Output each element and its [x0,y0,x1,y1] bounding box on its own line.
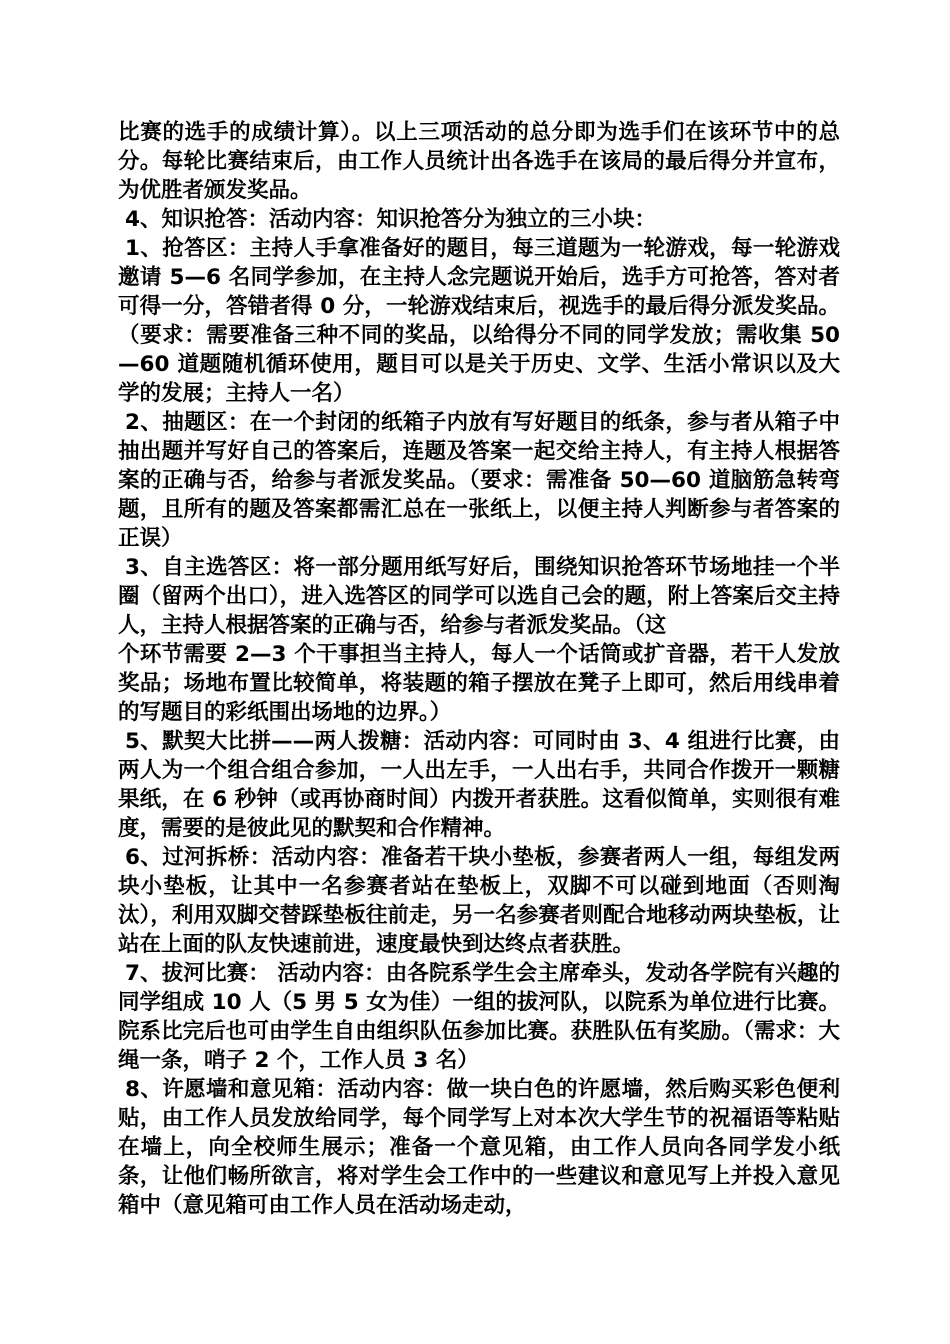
paragraph-score-summary: 比赛的选手的成绩计算）。以上三项活动的总分即为选手们在该环节中的总分。每轮比赛结束后，由工作人员统计出各选手在该局的最后得分并宣布，为优胜者颁发奖品。 [118,120,840,203]
document-page [118,118,840,1220]
paragraph-tacit-challenge: 5、默契大比拼——两人拨糖：活动内容：可同时由 3、4 组进行比赛，由两人为一个组合组合参加，一人出左手，一人出右手，共同合作拨开一颗糖果纸，在 6 秒钟（或再协商时间）内拨开者获胜。这看似简单，实则很有难度，需要的是彼此见的默契和合作精神。 [118,729,840,841]
paragraph-quick-answer-zone: 1、抢答区：主持人手拿准备好的题目，每三道题为一轮游戏，每一轮游戏邀请 5—6 名同学参加，在主持人念完题说开始后，选手方可抢答，答对者可得一分，答错者得 0 分，一轮游戏结束后，视选手的最后得分派发奖品。（要求：需要准备三种不同的奖品，以给得分不同的同学发放；需收集 50—60 道题随机循环使用，题目可以是关于历史、文学、生活小常识以及大学的发展；主持人一名） [118,236,840,406]
paragraph-cross-river: 6、过河拆桥：活动内容：准备若干块小垫板，参赛者两人一组，每组发两块小垫板，让其中一名参赛者站在垫板上，双脚不可以碰到地面（否则淘汰），利用双脚交替踩垫板往前走，另一名参赛者则配合地移动两块垫板，让站在上面的队友快速前进，速度最快到达终点者获胜。 [118,845,840,957]
paragraph-wish-wall: 8、许愿墙和意见箱：活动内容：做一块白色的许愿墙，然后购买彩色便利贴，由工作人员发放给同学，每个同学写上对本次大学生节的祝福语等粘贴在墙上，向全校师生展示；准备一个意见箱，由工作人员向各同学发小纸条，让他们畅所欲言，将对学生会工作中的一些建议和意见写上并投入意见箱中（意见箱可由工作人员在活动场走动， [118,1077,840,1218]
paragraph-tug-of-war: 7、拔河比赛： 活动内容：由各院系学生会主席牵头，发动各学院有兴趣的同学组成 10 人（5 男 5 女为佳）一组的拔河队，以院系为单位进行比赛。院系比完后也可由学生自由组织队伍参加比赛。获胜队伍有奖励。（需求：大绳一条，哨子 2 个，工作人员 3 名） [118,961,840,1073]
paragraph-self-select-zone-continued: 个环节需要 2—3 个干事担当主持人，每人一个话筒或扩音器，若干人发放奖品；场地布置比较简单，将装题的箱子摆放在凳子上即可，然后用线串着的写题目的彩纸围出场地的边界。） [118,642,840,725]
paragraph-knowledge-quiz: 4、知识抢答：活动内容：知识抢答分为独立的三小块： [125,207,656,232]
paragraph-self-select-zone: 3、自主选答区：将一部分题用纸写好后，围绕知识抢答环节场地挂一个半圈（留两个出口），进入选答区的同学可以选自己会的题，附上答案后交主持人，主持人根据答案的正确与否，给参与者派发奖品。（这 [118,555,840,638]
paragraph-draw-question-zone: 2、抽题区：在一个封闭的纸箱子内放有写好题目的纸条，参与者从箱子中抽出题并写好自己的答案后，连题及答案一起交给主持人，有主持人根据答案的正确与否，给参与者派发奖品。（要求：需准备 50—60 道脑筋急转弯题，且所有的题及答案都需汇总在一张纸上，以便主持人判断参与者答案的正误） [118,410,840,551]
